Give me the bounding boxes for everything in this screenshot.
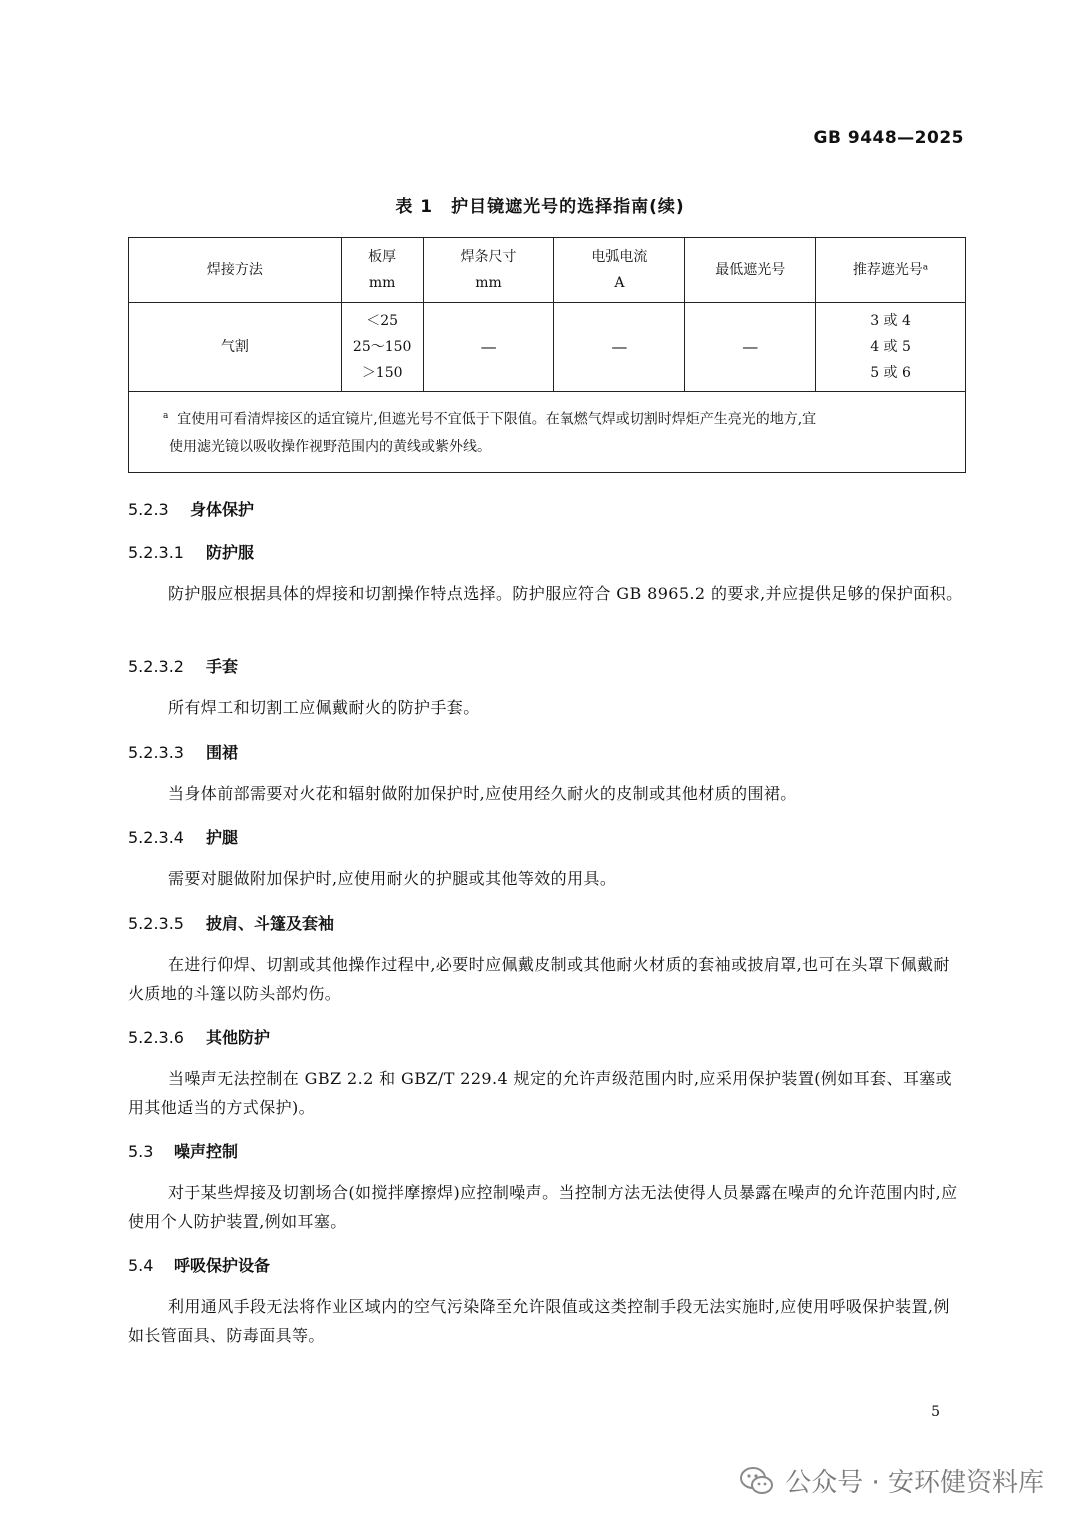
section-heading: 5.2.3.1 防护服: [128, 543, 255, 562]
section-heading: 5.2.3.2 手套: [128, 657, 239, 676]
watermark-text: 公众号 · 安环健资料库: [785, 1468, 1044, 1498]
paragraph: 利用通风手段无法将作业区域内的空气污染降至允许限值或这类控制手段无法实施时,应使用呼吸保护装置,例如长管面具、防毒面具等。: [128, 1297, 950, 1345]
table-row: [129, 303, 966, 392]
page-number: 5: [931, 1404, 940, 1420]
section-heading: 5.4 呼吸保护设备: [128, 1256, 271, 1275]
paragraph: 对于某些焊接及切割场合(如搅拌摩擦焊)应控制噪声。当控制方法无法使得人员暴露在噪声的允许范围内时,应使用个人防护装置,例如耳塞。: [128, 1183, 958, 1231]
col-header-recommended-shade: 推荐遮光号ᵃ: [816, 238, 966, 303]
section-heading: 5.2.3.3 围裙: [128, 743, 239, 762]
cell-electrode: —: [423, 303, 554, 392]
table-title: 表 1 护目镜遮光号的选择指南(续): [395, 197, 685, 217]
paragraph: 需要对腿做附加保护时,应使用耐火的护腿或其他等效的用具。: [168, 869, 617, 888]
table-header-row: [129, 238, 966, 303]
col-header-method: 焊接方法: [129, 238, 342, 303]
watermark: [739, 1462, 1044, 1499]
section-heading: 5.2.3.5 披肩、斗篷及套袖: [128, 914, 335, 933]
paragraph: 在进行仰焊、切割或其他操作过程中,必要时应佩戴皮制或其他耐火材质的套袖或披肩罩,也可在头罩下佩戴耐火质地的斗篷以防头部灼伤。: [128, 955, 950, 1003]
col-header-electrode: 焊条尺寸 mm: [423, 238, 554, 303]
section-heading: 5.2.3 身体保护: [128, 500, 255, 519]
paragraph: 所有焊工和切割工应佩戴耐火的防护手套。: [168, 698, 480, 717]
cell-method: 气割: [129, 303, 342, 392]
table-footnote: $^a$ 宜使用可看清焊接区的适宜镜片,但遮光号不宜低于下限值。在氧燃气焊或切割时焊炬产生亮光的地方,宜 使用滤光镜以吸收操作视野范围内的黄线或紫外线。: [129, 392, 966, 473]
section-heading: 5.2.3.4 护腿: [128, 828, 239, 847]
table-footnote-row: [129, 392, 966, 473]
paragraph: 防护服应根据具体的焊接和切割操作特点选择。防护服应符合 GB 8965.2 的要求,并应提供足够的保护面积。: [168, 584, 963, 603]
col-header-current: 电弧电流 A: [554, 238, 685, 303]
shade-selection-table: [128, 237, 966, 473]
cell-min-shade: —: [685, 303, 816, 392]
cell-current: —: [554, 303, 685, 392]
paragraph: 当噪声无法控制在 GBZ 2.2 和 GBZ/T 229.4 规定的允许声级范围内时,应采用保护装置(例如耳套、耳塞或用其他适当的方式保护)。: [128, 1069, 953, 1117]
section-heading: 5.2.3.6 其他防护: [128, 1028, 271, 1047]
col-header-min-shade: 最低遮光号: [685, 238, 816, 303]
paragraph: 当身体前部需要对火花和辐射做附加保护时,应使用经久耐火的皮制或其他材质的围裙。: [168, 784, 797, 803]
cell-thickness: ＜25 25～150 ＞150: [341, 303, 423, 392]
col-header-thickness: 板厚 mm: [341, 238, 423, 303]
wechat-icon: [739, 1466, 775, 1496]
standard-number: GB 9448—2025: [813, 128, 964, 148]
section-heading: 5.3 噪声控制: [128, 1142, 239, 1161]
cell-recommended-shade: 3 或 4 4 或 5 5 或 6: [816, 303, 966, 392]
